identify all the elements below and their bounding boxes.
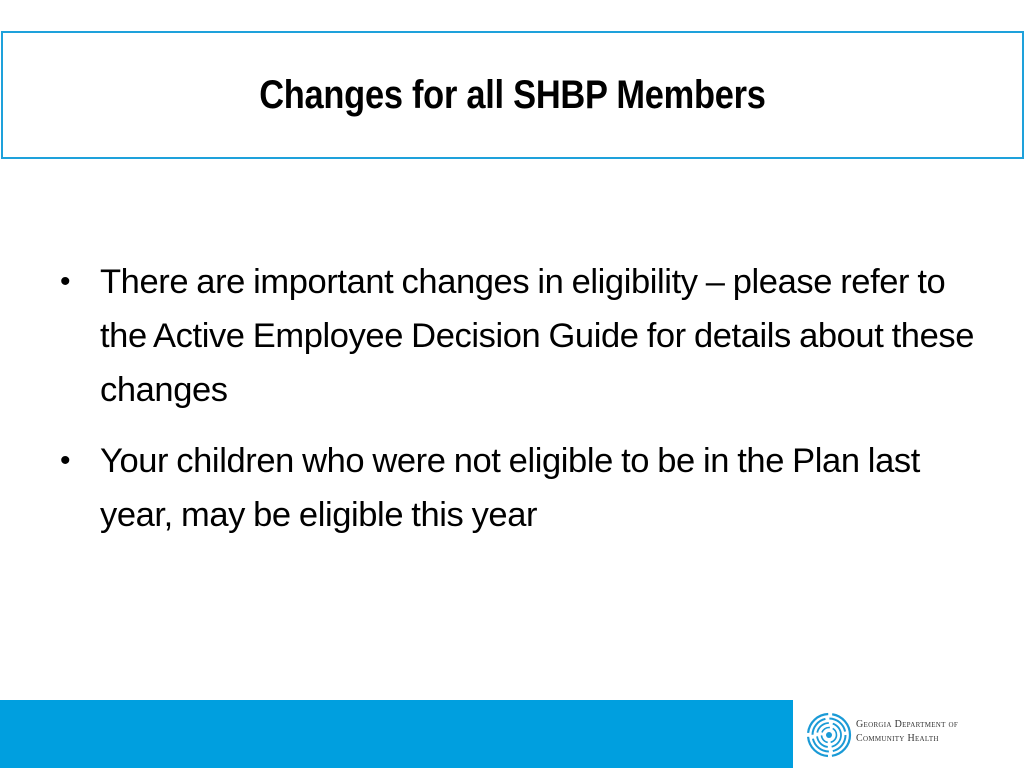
bullet-marker: • xyxy=(60,265,71,298)
organization-name-line1: Georgia Department of xyxy=(856,719,959,730)
slide-title: Changes for all SHBP Members xyxy=(259,72,766,117)
circular-swirl-logo-icon xyxy=(806,712,852,758)
bullet-list xyxy=(58,255,998,559)
bullet-text: Your children who were not eligible to be in the Plan last year, may be eligible this year xyxy=(100,442,920,534)
bullet-marker: • xyxy=(60,444,71,477)
bullet-item xyxy=(58,434,998,542)
organization-name-line2: Community Health xyxy=(856,733,939,744)
footer-band xyxy=(0,700,830,768)
bullet-item xyxy=(58,255,998,417)
bullet-text: There are important changes in eligibility – please refer to the Active Employee Decision Guide for details about these changes xyxy=(100,263,974,409)
title-box xyxy=(1,31,1024,159)
organization-name xyxy=(856,718,958,746)
